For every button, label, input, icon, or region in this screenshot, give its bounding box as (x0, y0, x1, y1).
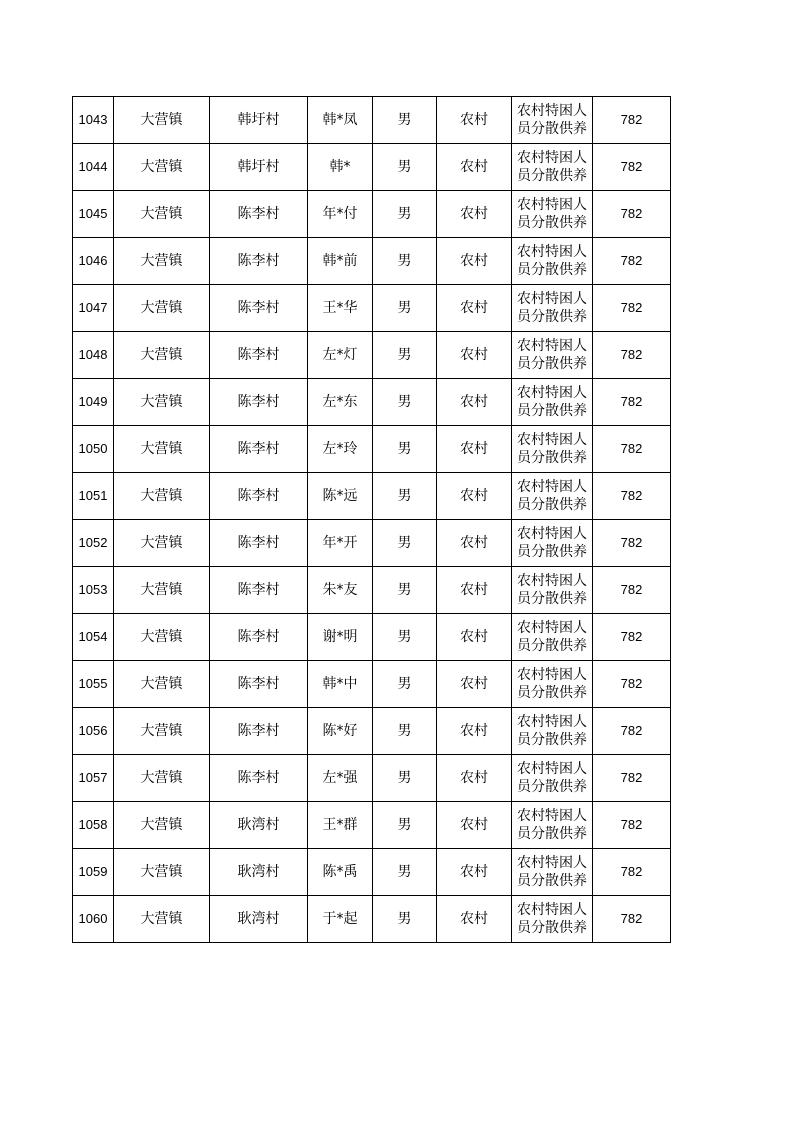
table-row (73, 379, 671, 426)
table-row (73, 520, 671, 567)
table-row (73, 426, 671, 473)
village-cell: 陈李村 (210, 473, 308, 520)
table-row (73, 97, 671, 144)
person-name-cell: 陈*禹 (308, 849, 373, 896)
record-id-cell: 1049 (73, 379, 114, 426)
support-type-cell (512, 802, 593, 849)
support-type-line-1: 农村特困人 (517, 197, 587, 213)
town-cell: 大营镇 (114, 238, 210, 285)
table-row (73, 755, 671, 802)
table-row (73, 473, 671, 520)
area-type-cell: 农村 (437, 144, 512, 191)
town-cell: 大营镇 (114, 708, 210, 755)
table-row (73, 896, 671, 943)
village-cell: 耿湾村 (210, 896, 308, 943)
gender-cell: 男 (373, 332, 437, 379)
records-table-body (73, 97, 671, 943)
support-type-cell (512, 285, 593, 332)
town-cell: 大营镇 (114, 896, 210, 943)
support-type-line-2: 员分散供养 (517, 638, 587, 654)
gender-cell: 男 (373, 755, 437, 802)
person-name-cell: 年*付 (308, 191, 373, 238)
table-row (73, 849, 671, 896)
support-type-cell (512, 896, 593, 943)
table-row (73, 144, 671, 191)
gender-cell: 男 (373, 285, 437, 332)
person-name-cell: 左*灯 (308, 332, 373, 379)
table-row (73, 661, 671, 708)
record-id-cell: 1047 (73, 285, 114, 332)
record-id-cell: 1045 (73, 191, 114, 238)
village-cell: 陈李村 (210, 661, 308, 708)
support-type-cell (512, 661, 593, 708)
town-cell: 大营镇 (114, 285, 210, 332)
record-id-cell: 1059 (73, 849, 114, 896)
record-id-cell: 1057 (73, 755, 114, 802)
person-name-cell: 谢*明 (308, 614, 373, 661)
person-name-cell: 于*起 (308, 896, 373, 943)
gender-cell: 男 (373, 238, 437, 285)
record-id-cell: 1052 (73, 520, 114, 567)
amount-cell: 782 (593, 614, 671, 661)
amount-cell: 782 (593, 661, 671, 708)
support-type-line-2: 员分散供养 (517, 168, 587, 184)
village-cell: 陈李村 (210, 191, 308, 238)
support-type-line-2: 员分散供养 (517, 732, 587, 748)
support-type-line-2: 员分散供养 (517, 779, 587, 795)
gender-cell: 男 (373, 379, 437, 426)
gender-cell: 男 (373, 661, 437, 708)
amount-cell: 782 (593, 849, 671, 896)
village-cell: 耿湾村 (210, 849, 308, 896)
village-cell: 韩圩村 (210, 97, 308, 144)
support-type-line-1: 农村特困人 (517, 761, 587, 777)
area-type-cell: 农村 (437, 802, 512, 849)
support-type-cell (512, 238, 593, 285)
amount-cell: 782 (593, 379, 671, 426)
amount-cell: 782 (593, 332, 671, 379)
person-name-cell: 朱*友 (308, 567, 373, 614)
village-cell: 陈李村 (210, 520, 308, 567)
area-type-cell: 农村 (437, 849, 512, 896)
person-name-cell: 王*群 (308, 802, 373, 849)
record-id-cell: 1054 (73, 614, 114, 661)
village-cell: 陈李村 (210, 426, 308, 473)
amount-cell: 782 (593, 896, 671, 943)
support-type-cell (512, 97, 593, 144)
support-type-line-1: 农村特困人 (517, 902, 587, 918)
area-type-cell: 农村 (437, 567, 512, 614)
village-cell: 陈李村 (210, 614, 308, 661)
support-type-cell (512, 426, 593, 473)
support-type-line-2: 员分散供养 (517, 497, 587, 513)
person-name-cell: 左*强 (308, 755, 373, 802)
area-type-cell: 农村 (437, 97, 512, 144)
support-type-line-1: 农村特困人 (517, 667, 587, 683)
support-type-cell (512, 708, 593, 755)
gender-cell: 男 (373, 473, 437, 520)
village-cell: 陈李村 (210, 708, 308, 755)
person-name-cell: 左*玲 (308, 426, 373, 473)
support-type-line-1: 农村特困人 (517, 291, 587, 307)
gender-cell: 男 (373, 614, 437, 661)
support-type-line-2: 员分散供养 (517, 121, 587, 137)
record-id-cell: 1051 (73, 473, 114, 520)
town-cell: 大营镇 (114, 614, 210, 661)
support-type-line-2: 员分散供养 (517, 544, 587, 560)
area-type-cell: 农村 (437, 520, 512, 567)
village-cell: 陈李村 (210, 379, 308, 426)
town-cell: 大营镇 (114, 849, 210, 896)
table-row (73, 191, 671, 238)
person-name-cell: 韩* (308, 144, 373, 191)
person-name-cell: 王*华 (308, 285, 373, 332)
area-type-cell: 农村 (437, 285, 512, 332)
support-type-cell (512, 473, 593, 520)
record-id-cell: 1060 (73, 896, 114, 943)
gender-cell: 男 (373, 708, 437, 755)
area-type-cell: 农村 (437, 661, 512, 708)
village-cell: 陈李村 (210, 285, 308, 332)
support-type-line-2: 员分散供养 (517, 356, 587, 372)
person-name-cell: 韩*前 (308, 238, 373, 285)
support-type-cell (512, 144, 593, 191)
support-type-line-2: 员分散供养 (517, 309, 587, 325)
support-type-line-1: 农村特困人 (517, 620, 587, 636)
support-type-line-2: 员分散供养 (517, 215, 587, 231)
town-cell: 大营镇 (114, 473, 210, 520)
town-cell: 大营镇 (114, 191, 210, 238)
record-id-cell: 1048 (73, 332, 114, 379)
support-type-line-2: 员分散供养 (517, 591, 587, 607)
support-type-line-1: 农村特困人 (517, 479, 587, 495)
table-row (73, 285, 671, 332)
support-type-line-1: 农村特困人 (517, 103, 587, 119)
town-cell: 大营镇 (114, 802, 210, 849)
area-type-cell: 农村 (437, 755, 512, 802)
record-id-cell: 1056 (73, 708, 114, 755)
area-type-cell: 农村 (437, 614, 512, 661)
person-name-cell: 陈*远 (308, 473, 373, 520)
amount-cell: 782 (593, 755, 671, 802)
person-name-cell: 左*东 (308, 379, 373, 426)
record-id-cell: 1058 (73, 802, 114, 849)
record-id-cell: 1046 (73, 238, 114, 285)
support-type-line-2: 员分散供养 (517, 873, 587, 889)
support-type-line-1: 农村特困人 (517, 855, 587, 871)
person-name-cell: 韩*中 (308, 661, 373, 708)
gender-cell: 男 (373, 896, 437, 943)
support-type-cell (512, 567, 593, 614)
support-type-line-2: 员分散供养 (517, 403, 587, 419)
support-type-line-1: 农村特困人 (517, 573, 587, 589)
support-type-line-2: 员分散供养 (517, 826, 587, 842)
village-cell: 陈李村 (210, 332, 308, 379)
support-type-line-1: 农村特困人 (517, 526, 587, 542)
record-id-cell: 1044 (73, 144, 114, 191)
village-cell: 陈李村 (210, 755, 308, 802)
support-type-line-1: 农村特困人 (517, 150, 587, 166)
gender-cell: 男 (373, 849, 437, 896)
amount-cell: 782 (593, 802, 671, 849)
amount-cell: 782 (593, 238, 671, 285)
support-type-line-2: 员分散供养 (517, 920, 587, 936)
amount-cell: 782 (593, 285, 671, 332)
area-type-cell: 农村 (437, 896, 512, 943)
table-row (73, 614, 671, 661)
amount-cell: 782 (593, 473, 671, 520)
person-name-cell: 陈*好 (308, 708, 373, 755)
support-type-line-1: 农村特困人 (517, 338, 587, 354)
amount-cell: 782 (593, 567, 671, 614)
town-cell: 大营镇 (114, 520, 210, 567)
area-type-cell: 农村 (437, 473, 512, 520)
table-row (73, 567, 671, 614)
gender-cell: 男 (373, 97, 437, 144)
support-type-line-1: 农村特困人 (517, 385, 587, 401)
village-cell: 陈李村 (210, 238, 308, 285)
area-type-cell: 农村 (437, 238, 512, 285)
amount-cell: 782 (593, 97, 671, 144)
support-type-line-1: 农村特困人 (517, 432, 587, 448)
support-type-cell (512, 520, 593, 567)
gender-cell: 男 (373, 144, 437, 191)
amount-cell: 782 (593, 426, 671, 473)
support-type-cell (512, 614, 593, 661)
area-type-cell: 农村 (437, 426, 512, 473)
town-cell: 大营镇 (114, 567, 210, 614)
amount-cell: 782 (593, 191, 671, 238)
support-type-line-1: 农村特困人 (517, 244, 587, 260)
town-cell: 大营镇 (114, 426, 210, 473)
support-type-cell (512, 755, 593, 802)
village-cell: 耿湾村 (210, 802, 308, 849)
village-cell: 陈李村 (210, 567, 308, 614)
table-row (73, 708, 671, 755)
gender-cell: 男 (373, 520, 437, 567)
support-type-line-1: 农村特困人 (517, 808, 587, 824)
table-row (73, 802, 671, 849)
amount-cell: 782 (593, 144, 671, 191)
town-cell: 大营镇 (114, 97, 210, 144)
area-type-cell: 农村 (437, 191, 512, 238)
area-type-cell: 农村 (437, 708, 512, 755)
record-id-cell: 1053 (73, 567, 114, 614)
town-cell: 大营镇 (114, 379, 210, 426)
support-type-cell (512, 332, 593, 379)
town-cell: 大营镇 (114, 144, 210, 191)
support-type-line-2: 员分散供养 (517, 262, 587, 278)
table-row (73, 332, 671, 379)
record-id-cell: 1050 (73, 426, 114, 473)
support-type-cell (512, 849, 593, 896)
gender-cell: 男 (373, 567, 437, 614)
support-type-cell (512, 191, 593, 238)
amount-cell: 782 (593, 708, 671, 755)
support-type-line-1: 农村特困人 (517, 714, 587, 730)
amount-cell: 782 (593, 520, 671, 567)
person-name-cell: 韩*凤 (308, 97, 373, 144)
support-type-line-2: 员分散供养 (517, 450, 587, 466)
gender-cell: 男 (373, 426, 437, 473)
town-cell: 大营镇 (114, 332, 210, 379)
support-type-cell (512, 379, 593, 426)
area-type-cell: 农村 (437, 332, 512, 379)
support-type-line-2: 员分散供养 (517, 685, 587, 701)
gender-cell: 男 (373, 802, 437, 849)
town-cell: 大营镇 (114, 661, 210, 708)
records-table (72, 96, 671, 943)
gender-cell: 男 (373, 191, 437, 238)
record-id-cell: 1055 (73, 661, 114, 708)
town-cell: 大营镇 (114, 755, 210, 802)
village-cell: 韩圩村 (210, 144, 308, 191)
area-type-cell: 农村 (437, 379, 512, 426)
record-id-cell: 1043 (73, 97, 114, 144)
person-name-cell: 年*开 (308, 520, 373, 567)
table-row (73, 238, 671, 285)
